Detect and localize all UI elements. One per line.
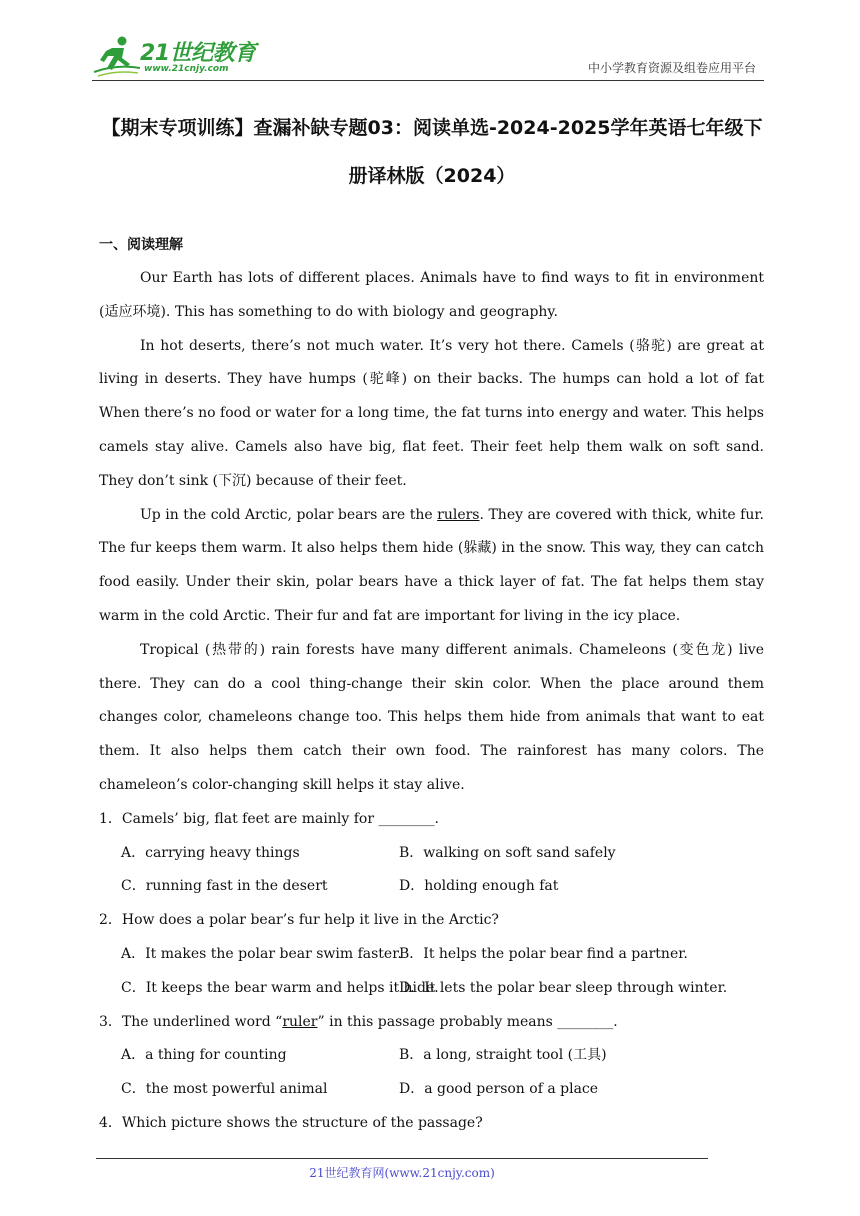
- logo-text: 21世纪教育: [140, 41, 256, 66]
- q1-option-a: A．carrying heavy things: [121, 844, 300, 861]
- question-3-text-a: 3．The underlined word “: [99, 1013, 283, 1030]
- question-3-stem: [99, 1006, 764, 1040]
- question-1-stem: 1．Camels’ big, flat feet are mainly for ________.: [99, 810, 439, 827]
- q2-option-c: C．It keeps the bear warm and helps it hide.: [121, 979, 439, 996]
- platform-label: 中小学教育资源及组卷应用平台: [587, 61, 756, 75]
- runner-logo-icon: [92, 34, 142, 78]
- question-2-stem: 2．How does a polar bear’s fur help it live in the Arctic?: [99, 912, 499, 929]
- document-body: [99, 234, 764, 1141]
- paragraph-3-text-a: Up in the cold Arctic, polar bears are the: [140, 506, 438, 523]
- question-4-stem: 4．Which picture shows the structure of the passage?: [99, 1114, 483, 1131]
- paragraph-2: In hot deserts, there’s not much water. It’s very hot there. Camels (骆驼) are great at living in deserts. They have humps (驼峰) on their backs. The humps can hold a lot of fat When there’s no food or water for a long time, the fat turns into energy and water. This helps camels stay alive. Camels also have big, flat feet. Their feet help them walk on soft sand. They don’t sink (下沉) because of their feet.: [99, 337, 764, 489]
- paragraph-4: Tropical (热带的) rain forests have many different animals. Chameleons (变色龙) live there. They can do a cool thing-change their skin color. When the place around them changes color, chameleons change too. This helps them hide from animals that want to eat them. It also helps them catch their own food. The rainforest has many colors. The chameleon’s color-changing skill helps it stay alive.: [99, 641, 764, 793]
- document-title: 【期末专项训练】查漏补缺专题03：阅读单选-2024-2025学年英语七年级下册译林版（2024）: [101, 117, 763, 187]
- page-header: [92, 28, 764, 81]
- q2-option-d: D．It lets the polar bear sleep through winter.: [399, 979, 728, 996]
- question-2-options: [99, 938, 764, 1006]
- q3-option-a: A．a thing for counting: [121, 1047, 287, 1064]
- question-1-options: [99, 837, 764, 905]
- q3-option-b: B．a long, straight tool (工具): [399, 1047, 607, 1064]
- footer-divider: [96, 1158, 708, 1159]
- underlined-word-rulers: rulers: [437, 506, 480, 523]
- q3-option-d: D．a good person of a place: [399, 1081, 599, 1098]
- paragraph-3-text-b: . They are covered with thick, white fur. The fur keeps them warm. It also helps them hide (躲藏) in the snow. This way, they can catch food easily. Under their skin, polar bears have a thick layer of fat. The fat helps them stay warm in the cold Arctic. Their fur and fat are important for living in the icy place.: [99, 506, 764, 624]
- paragraph-3: [99, 499, 764, 634]
- q1-option-d: D．holding enough fat: [399, 878, 559, 895]
- page-footer: 21世纪教育网(www.21cnjy.com): [309, 1166, 495, 1180]
- q2-option-a: A．It makes the polar bear swim faster.: [121, 945, 402, 962]
- logo: [92, 34, 262, 78]
- q2-option-b: B．It helps the polar bear find a partner.: [399, 945, 688, 962]
- question-3-text-b: ” in this passage probably means ________.: [317, 1013, 618, 1030]
- paragraph-1: Our Earth has lots of different places. Animals have to find ways to fit in environment (适应环境). This has something to do with biology and geography.: [99, 270, 764, 320]
- underlined-word-ruler: ruler: [282, 1013, 318, 1030]
- q3-option-c: C．the most powerful animal: [121, 1081, 328, 1098]
- q1-option-c: C．running fast in the desert: [121, 878, 328, 895]
- q1-option-b: B．walking on soft sand safely: [399, 844, 616, 861]
- section-heading: 一、阅读理解: [99, 237, 183, 253]
- question-3-options: [99, 1039, 764, 1107]
- logo-url: www.21cnjy.com: [144, 64, 229, 74]
